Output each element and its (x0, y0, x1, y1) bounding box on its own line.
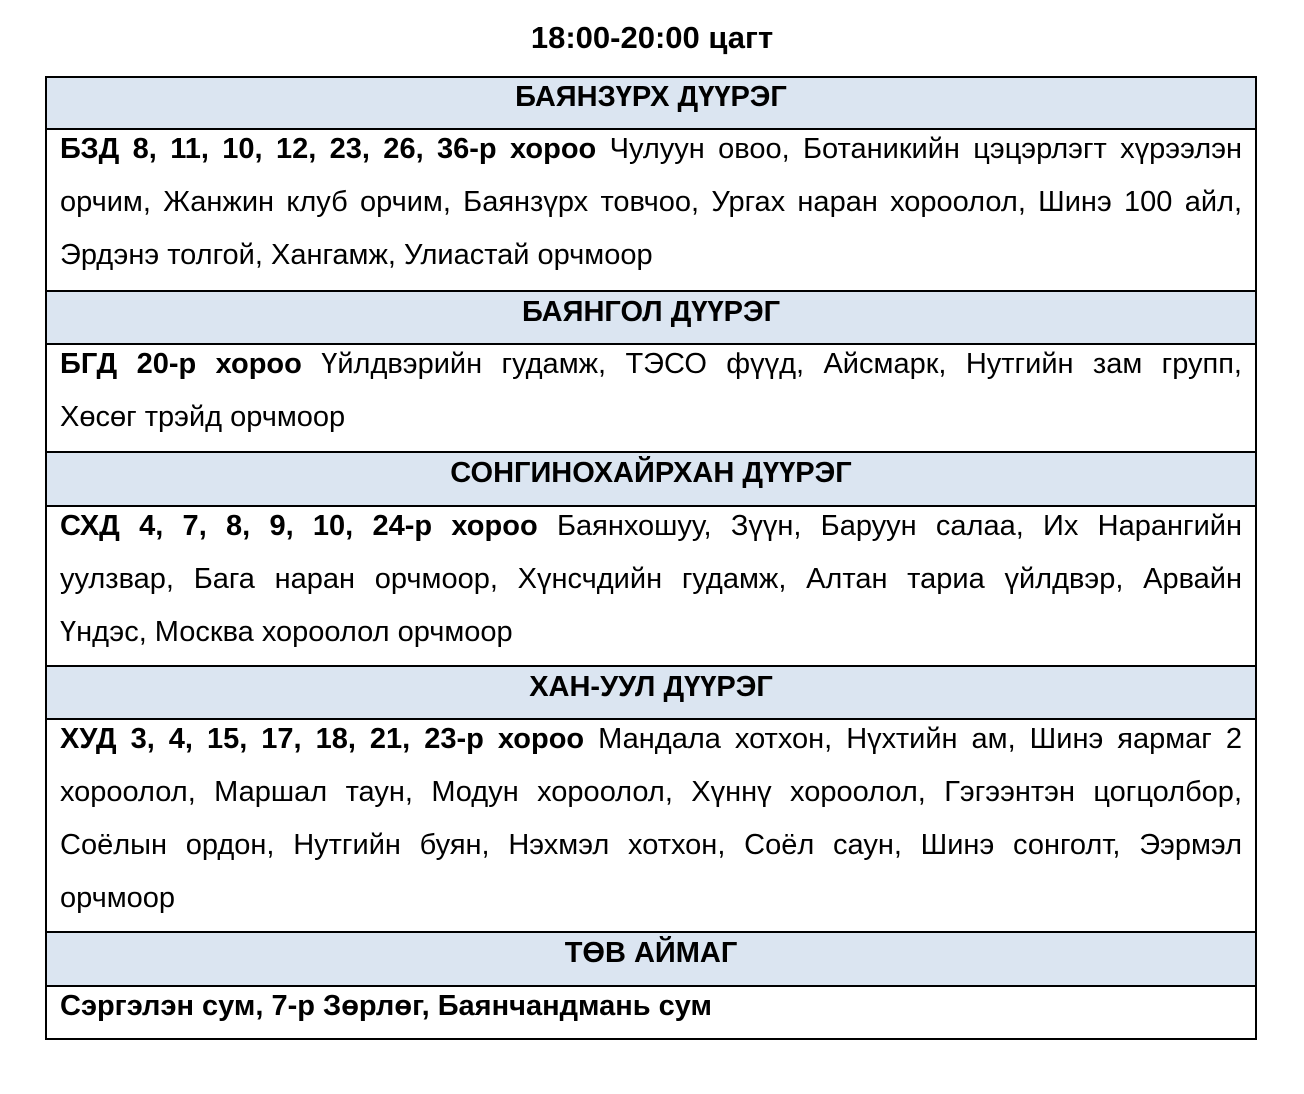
areas-line-text: Баянхошуу, Зүүн, Баруун салаа, Их Нарангийн (556, 510, 1242, 542)
khoroo-code: ХУД 3, 4, 15, 17, 18, 21, 23-р хороо (60, 723, 585, 755)
schedule-time-title: 18:00-20:00 цагт (530, 20, 774, 55)
district-heading-bayangol (47, 290, 1255, 343)
areas-line-text: Үйлдвэрийн гудамж, ТЭСО фүүд, Айсмарк, Нутгийн зам групп, (321, 348, 1242, 380)
district-areas-khan-uul (47, 718, 1255, 931)
khoroo-code: БГД 20-р хороо (60, 348, 302, 380)
areas-line: Эрдэнэ толгой, Хангамж, Улиастай орчмоор (60, 239, 653, 271)
khoroo-code: БЗД 8, 11, 10, 12, 23, 26, 36-р хороо (60, 133, 597, 165)
areas-line: Үндэс, Москва хороолол орчмоор (60, 616, 513, 648)
areas-text (60, 985, 1242, 1033)
district-areas-songinokhairkhan (47, 505, 1255, 665)
areas-text (60, 505, 1242, 659)
soum-list: Сэргэлэн сум, 7-р Зөрлөг, Баянчандмань сум (60, 990, 712, 1022)
district-heading-songinokhairkhan (47, 451, 1255, 505)
khoroo-code: СХД 4, 7, 8, 9, 10, 24-р хороо (60, 510, 538, 542)
district-heading-tuv-aimag (47, 931, 1255, 985)
district-heading-text: ТӨВ АЙМАГ (564, 937, 738, 969)
district-heading-bayanzurkh (47, 78, 1255, 128)
areas-line (60, 343, 1242, 391)
outage-areas-table (45, 76, 1257, 1040)
areas-line: орчмоор (60, 882, 176, 914)
areas-text (60, 718, 1242, 925)
areas-text (60, 128, 1242, 282)
district-areas-bayangol (47, 343, 1255, 451)
areas-line (60, 985, 1242, 1033)
areas-line-text: Мандала хотхон, Нүхтийн ам, Шинэ яармаг 2 (598, 723, 1243, 755)
district-heading-text: БАЯНЗҮРХ ДҮҮРЭГ (515, 81, 787, 113)
areas-line: Соёлын ордон, Нутгийн буян, Нэхмэл хотхон, Соёл саун, Шинэ сонголт, Ээрмэл (60, 829, 1242, 861)
areas-line: орчим, Жанжин клуб орчим, Баянзүрх товчоо, Ургах наран хороолол, Шинэ 100 айл, (60, 186, 1242, 218)
areas-line: уулзвар, Бага наран орчмоор, Хүнсчдийн гудамж, Алтан тариа үйлдвэр, Арвайн (60, 563, 1242, 595)
district-areas-bayanzurkh (47, 128, 1255, 290)
district-areas-tuv-aimag (47, 985, 1255, 1038)
district-heading-khan-uul (47, 665, 1255, 718)
district-heading-text: ХАН-УУЛ ДҮҮРЭГ (529, 670, 773, 703)
areas-line (60, 718, 1242, 766)
areas-line: Хөсөг трэйд орчмоор (60, 401, 346, 433)
areas-line (60, 505, 1242, 553)
district-heading-text: СОНГИНОХАЙРХАН ДҮҮРЭГ (450, 457, 852, 489)
areas-line-text: Чулуун овоо, Ботаникийн цэцэрлэгт хүрээлэн (609, 133, 1243, 165)
areas-line: хороолол, Маршал таун, Модун хороолол, Хүннү хороолол, Гэгээнтэн цогцолбор, (60, 776, 1242, 808)
areas-text (60, 343, 1242, 444)
areas-line (60, 128, 1242, 176)
district-heading-text: БАЯНГОЛ ДҮҮРЭГ (521, 295, 781, 328)
